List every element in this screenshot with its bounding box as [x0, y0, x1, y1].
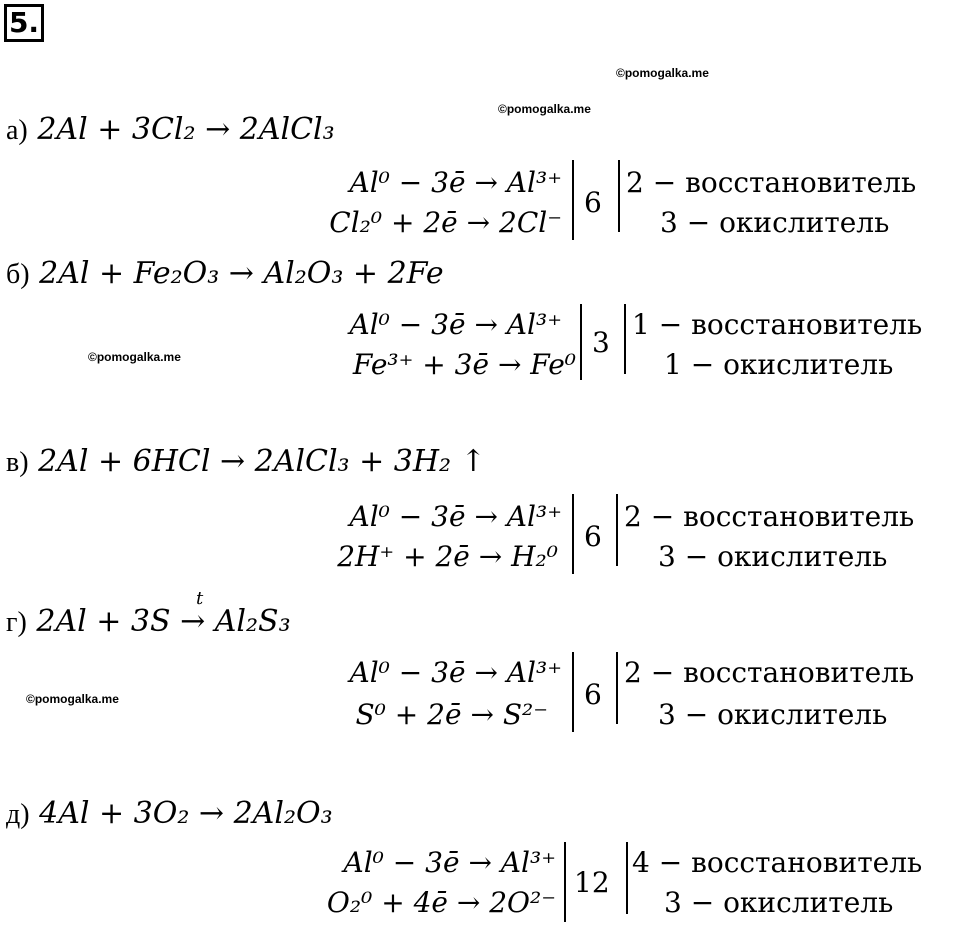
reaction-d-oxidizer: 3 − окислитель	[664, 886, 894, 919]
reaction-a-reducer: 2 − восстановитель	[626, 166, 917, 199]
reaction-a-equation: а) 2Al + 3Cl₂ → 2AlCl₃	[6, 112, 335, 147]
reaction-d-equation: д) 4Al + 3O₂ → 2Al₂O₃	[6, 796, 333, 831]
reaction-v-divider-right	[616, 494, 618, 566]
reaction-g-half-oxidation: Al⁰ − 3ē → Al³⁺	[349, 656, 562, 689]
reaction-d-divider-left	[564, 842, 566, 922]
reaction-a-half-reduction: Cl₂⁰ + 2ē → 2Cl⁻	[329, 206, 562, 239]
reaction-a-oxidizer: 3 − окислитель	[660, 206, 890, 239]
reaction-v-half-oxidation: Al⁰ − 3ē → Al³⁺	[349, 500, 562, 533]
watermark: ©pomogalka.me	[26, 692, 119, 706]
reaction-b-oxidizer: 1 − окислитель	[664, 348, 894, 381]
reaction-b-half-reduction: Fe³⁺ + 3ē → Fe⁰	[352, 348, 576, 381]
reaction-b-lcm: 3	[592, 326, 610, 359]
reaction-g-divider-right	[616, 652, 618, 724]
reaction-a-half-oxidation: Al⁰ − 3ē → Al³⁺	[349, 166, 562, 199]
reaction-a-lcm: 6	[584, 186, 602, 219]
reaction-v-half-reduction: 2H⁺ + 2ē → H₂⁰	[337, 540, 558, 573]
reaction-v-reducer: 2 − восстановитель	[624, 500, 915, 533]
reaction-v-oxidizer: 3 − окислитель	[658, 540, 888, 573]
reaction-g-lcm: 6	[584, 678, 602, 711]
reaction-g-half-reduction: S⁰ + 2ē → S²⁻	[355, 698, 548, 731]
reaction-b-half-oxidation: Al⁰ − 3ē → Al³⁺	[349, 308, 562, 341]
reaction-g-divider-left	[572, 652, 574, 732]
reaction-v-equation: в) 2Al + 6HCl → 2AlCl₃ + 3H₂ ↑	[6, 444, 486, 479]
reaction-b-divider-right	[624, 304, 626, 374]
reaction-d-half-oxidation: Al⁰ − 3ē → Al³⁺	[343, 846, 556, 879]
reaction-g-condition: t	[196, 588, 204, 609]
watermark: ©pomogalka.me	[616, 66, 709, 80]
watermark: ©pomogalka.me	[498, 102, 591, 116]
reaction-d-lcm: 12	[574, 866, 610, 899]
reaction-b-equation: б) 2Al + Fe₂O₃ → Al₂O₃ + 2Fe	[6, 256, 444, 291]
reaction-b-divider-left	[580, 304, 582, 380]
problem-number: 5.	[4, 4, 44, 42]
reaction-a-divider-right	[618, 160, 620, 232]
reaction-g-reducer: 2 − восстановитель	[624, 656, 915, 689]
reaction-a-divider-left	[572, 160, 574, 240]
reaction-b-reducer: 1 − восстановитель	[632, 308, 923, 341]
reaction-d-half-reduction: O₂⁰ + 4ē → 2O²⁻	[326, 886, 556, 919]
reaction-v-lcm: 6	[584, 520, 602, 553]
reaction-g-equation: г) 2Al + 3S → Al₂S₃	[6, 604, 291, 639]
reaction-d-reducer: 4 − восстановитель	[632, 846, 923, 879]
reaction-v-divider-left	[572, 494, 574, 574]
watermark: ©pomogalka.me	[88, 350, 181, 364]
reaction-g-oxidizer: 3 − окислитель	[658, 698, 888, 731]
reaction-d-divider-right	[626, 842, 628, 914]
